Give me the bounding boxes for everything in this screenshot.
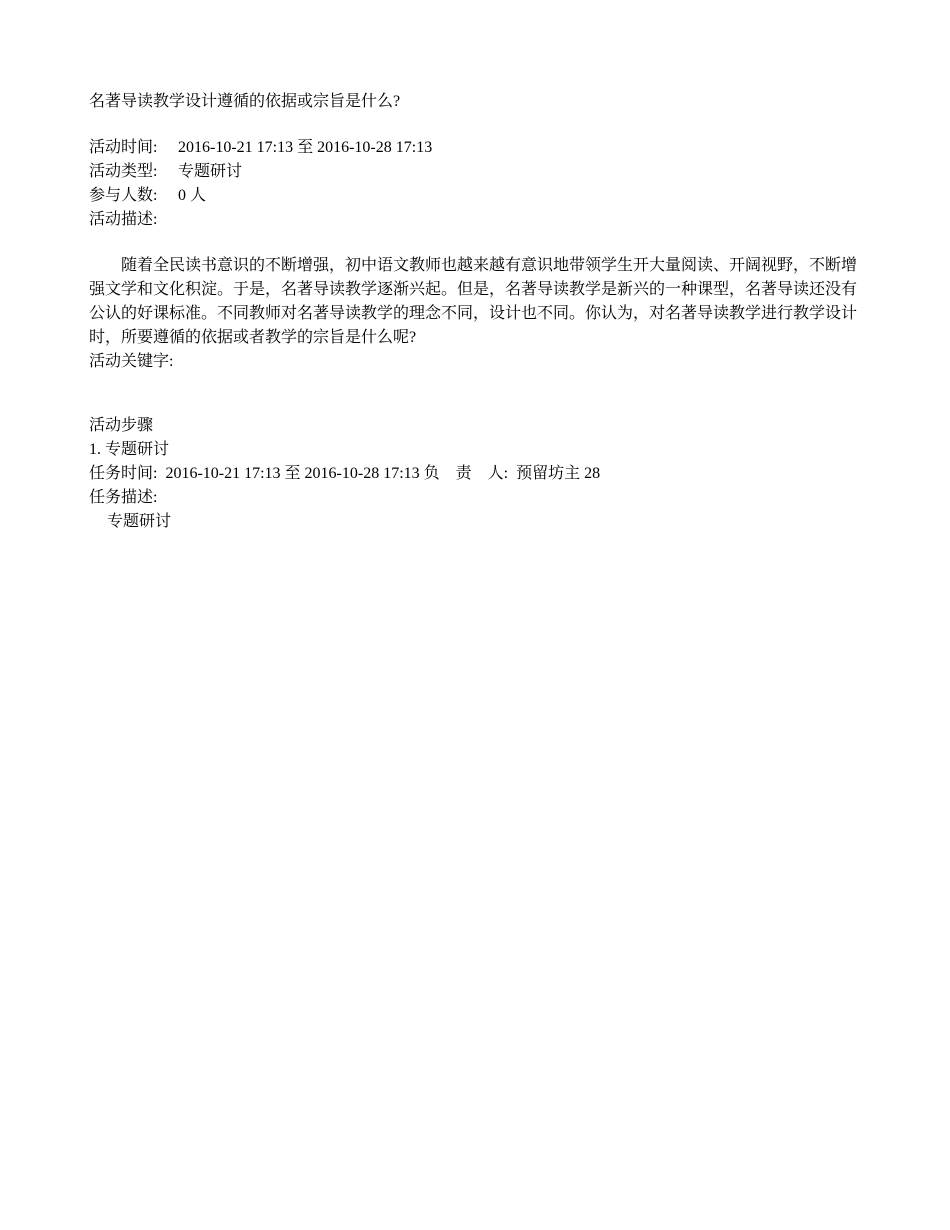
participants-label: 参与人数:: [89, 187, 158, 204]
step-item: [89, 438, 857, 534]
steps-heading: 活动步骤: [89, 417, 154, 434]
activity-type-row: [89, 160, 857, 184]
activity-time-label: 活动时间:: [89, 139, 158, 156]
task-description-label: 任务描述:: [89, 489, 158, 506]
activity-keywords-label: 活动关键字:: [89, 353, 174, 370]
activity-description-label: 活动描述:: [89, 211, 158, 228]
activity-time-row: [89, 136, 857, 160]
activity-type-label: 活动类型:: [89, 163, 158, 180]
participants-row: [89, 184, 857, 208]
spacer: [89, 114, 857, 136]
spacer: [89, 232, 857, 254]
task-time-row: [89, 462, 857, 486]
spacer: [89, 374, 857, 414]
participants-value: 0 人: [178, 187, 207, 204]
activity-time-value: 2016-10-21 17:13 至 2016-10-28 17:13: [178, 139, 433, 156]
activity-content: [89, 90, 857, 534]
owner-label: 负 责 人:: [423, 465, 509, 482]
step-title: 1. 专题研讨: [89, 441, 170, 458]
activity-type-value: 专题研讨: [178, 163, 243, 180]
task-time-value: 2016-10-21 17:13 至 2016-10-28 17:13: [165, 465, 420, 482]
task-description-value: 专题研讨: [107, 513, 172, 530]
task-time-label: 任务时间:: [89, 465, 158, 482]
owner-value: 预留坊主 28: [516, 465, 601, 482]
activity-title: 名著导读教学设计遵循的依据或宗旨是什么?: [89, 93, 401, 110]
activity-description: 随着全民读书意识的不断增强，初中语文教师也越来越有意识地带领学生开大量阅读、开阔视野，不断增强文学和文化积淀。于是，名著导读教学逐渐兴起。但是，名著导读教学是新兴的一种课型，名著导读还没有公认的好课标准。不同教师对名著导读教学的理念不同，设计也不同。你认为，对名著导读教学进行教学设计时，所要遵循的依据或者教学的宗旨是什么呢?: [89, 257, 858, 346]
